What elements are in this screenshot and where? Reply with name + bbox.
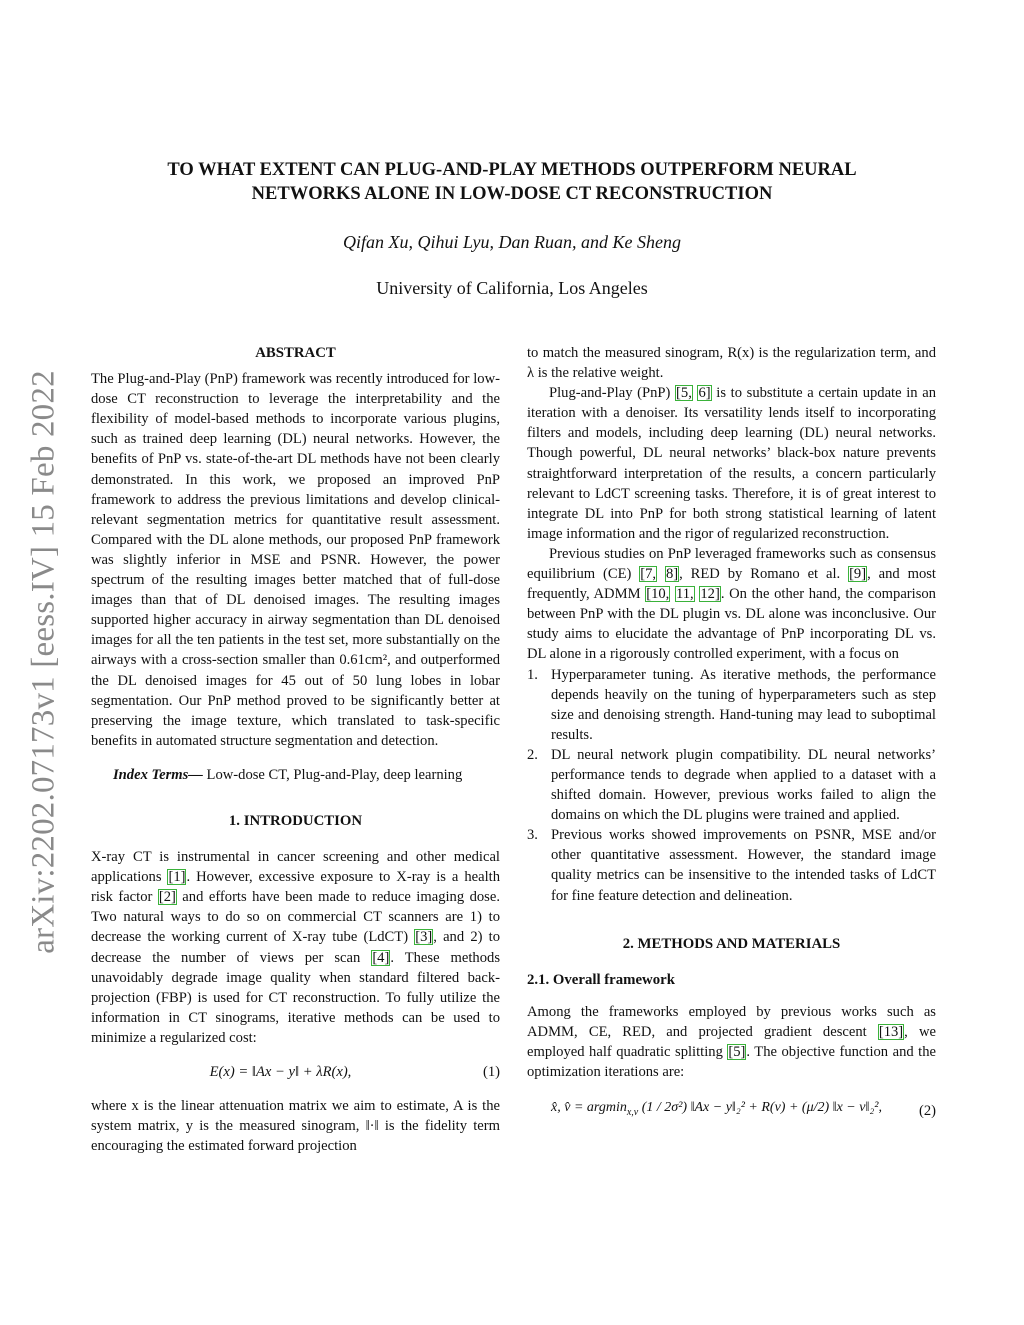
citation-link[interactable]: 12] xyxy=(700,586,720,603)
citation-link[interactable]: [1] xyxy=(168,869,186,886)
right-column xyxy=(527,343,936,1123)
equation-1 xyxy=(91,1062,500,1082)
title-line-1: TO WHAT EXTENT CAN PLUG-AND-PLAY METHODS OUTPERFORM NEURAL xyxy=(167,160,857,180)
citation-link[interactable]: 6] xyxy=(698,385,711,402)
equation-2-body: x̂, v̂ = argmin$_{x,v}$ (1 / 2σ²) ‖Ax − y‖₂² + R(v) + (μ/2) ‖x − v‖₂², xyxy=(551,1100,882,1118)
equation-1-number: (1) xyxy=(482,1064,500,1080)
affiliation: University of California, Los Angeles xyxy=(376,278,648,298)
left-column xyxy=(91,343,500,1156)
citation-link[interactable]: [5] xyxy=(728,1044,746,1060)
list-item: 2. DL neural network plugin compatibility. DL neural networks’ performance tends to degrade when applied to a dataset with a shifted domain. However, previous works failed to align the domains on which the DL plugins were trained and applied. xyxy=(527,746,936,824)
citation-link[interactable]: 11, xyxy=(675,586,694,603)
list-item: 1. Hyperparameter tuning. As iterative methods, the performance depends heavily on the tuning of hyperparameters such as step size and denoising strength. Hand-tuning may lead to suboptimal results. xyxy=(527,666,936,743)
authors: Qifan Xu, Qihui Lyu, Dan Ruan, and Ke Sheng xyxy=(343,232,681,252)
citation-link[interactable]: [3] xyxy=(415,929,433,946)
abstract-heading: ABSTRACT xyxy=(255,345,336,361)
previous-studies-paragraph: Previous studies on PnP leveraged frameworks such as consensus equilibrium (CE) [7, 8], RED by Romano et al. [9], and most frequently, ADMM [10, 11, 12]. On the other hand, the comparison between PnP with the DL plugin vs. DL alone was inconclusive. Our study aims to elucidate the advantage of PnP incorporating DL vs. DL alone in a rigorously controlled experiment, with a focus on xyxy=(527,545,936,663)
abstract-text: The Plug-and-Play (PnP) framework was recently introduced for low-dose CT reconstruction to leverage the interpretability and the flexibility of model-based methods to incorporate various plugins, such as trained deep learning (DL) neural networks. However, the benefits of PnP vs. state-of-the-art DL methods have not been clearly demonstrated. In this work, we proposed an improved PnP framework to address the previous limitations and develop clinical-relevant segmentation metrics for quantitative result assessment. Compared with the DL alone methods, our proposed PnP framework was slightly inferior in MSE and PSNR. However, the power spectrum of the resulting images better matched that of full-dose images than that of DL denoised images. The resulting images supported higher accuracy in airway segmentation than DL denoised images for all the ten patients in the test set, more substantially on the airways with a cross-section smaller than 0.61cm², and outperformed the DL denoised images for 45 out of 50 lung lobes in lobar segmentation. Our PnP method proved to be significantly better at preserving the image texture, which translated to task-specific benefits in automated structure segmentation and detection. xyxy=(91,371,500,749)
citation-link[interactable]: [2] xyxy=(158,889,176,906)
focus-list xyxy=(527,665,936,906)
paper-title xyxy=(110,158,914,206)
citation-link[interactable]: [5, xyxy=(676,385,692,402)
citation-link[interactable]: [4] xyxy=(372,949,390,966)
index-terms-text: Low-dose CT, Plug-and-Play, deep learning xyxy=(206,766,463,783)
citation-link[interactable]: [13] xyxy=(878,1023,904,1040)
list-item: 3. Previous works showed improvements on PSNR, MSE and/or other quantitative assessment. However, the standard image quality metrics can be insensitive to the intended tasks of LdCT for fine feature detection and delineation. xyxy=(527,827,936,904)
framework-paragraph: Among the frameworks employed by previous works such as ADMM, CE, RED, and projected gradient descent [13], we employed half quadratic splitting [5]. The objective function and the optimization iterations are: xyxy=(527,1003,936,1081)
title-line-2: NETWORKS ALONE IN LOW-DOSE CT RECONSTRUCTION xyxy=(251,184,773,204)
index-terms xyxy=(91,765,500,785)
intro-paragraph-3: to match the measured sinogram, R(x) is the regularization term, and λ is the relative weight. xyxy=(527,345,936,382)
equation-2-number: (2) xyxy=(918,1102,936,1119)
equation-2 xyxy=(527,1098,936,1123)
arxiv-identifier[interactable]: arXiv:2202.07173v1 [eess.IV] 15 Feb 2022 xyxy=(25,370,62,954)
equation-1-body: E(x) = ‖Ax − y‖ + λR(x), xyxy=(209,1064,352,1080)
citation-link[interactable]: [10, xyxy=(646,586,670,603)
overall-framework-heading: 2.1. Overall framework xyxy=(527,971,675,988)
citation-link[interactable]: [9] xyxy=(849,566,867,583)
intro-paragraph-2: where x is the linear attenuation matrix we aim to estimate, A is the system matrix, y is the measured sinogram, ‖·‖ is the fidelity term encouraging the estimated forward projection xyxy=(91,1098,500,1155)
intro-paragraph-1: X-ray CT is instrumental in cancer screening and other medical applications [1]. However, excessive exposure to X-ray is a health risk factor [2] and efforts have been made to reduce imaging dose. Two natural ways to do so on commercial CT scanners are 1) to decrease the working current of X-ray tube (LdCT) [3], and 2) to decrease the number of views per scan [4]. These methods unavoidably degrade image quality when standard filtered back-projection (FBP) is used for CT reconstruction. To fully utilize the information in CT sinograms, iterative methods can be used to minimize a regularized cost: xyxy=(91,849,500,1046)
citation-link[interactable]: [7, xyxy=(640,566,657,583)
methods-heading: 2. METHODS AND MATERIALS xyxy=(622,935,841,952)
intro-heading: 1. INTRODUCTION xyxy=(228,812,363,829)
pnp-paragraph: Plug-and-Play (PnP) [5, 6] is to substitute a certain update in an iteration with a denoiser. Its versatility lends itself to incorporating filters and models, including deep learning (DL) neural networks. Though powerful, DL neural networks’ black-box nature prevents straightforward interpretation of the results, a concern particularly relevant to LdCT screening tasks. Therefore, it is of great interest to integrate DL into PnP for both strong statistical learning of latent image information and the rigor of regularized reconstruction. xyxy=(527,385,936,542)
index-terms-label: Index Terms— xyxy=(113,766,203,783)
citation-link[interactable]: 8] xyxy=(665,566,679,583)
